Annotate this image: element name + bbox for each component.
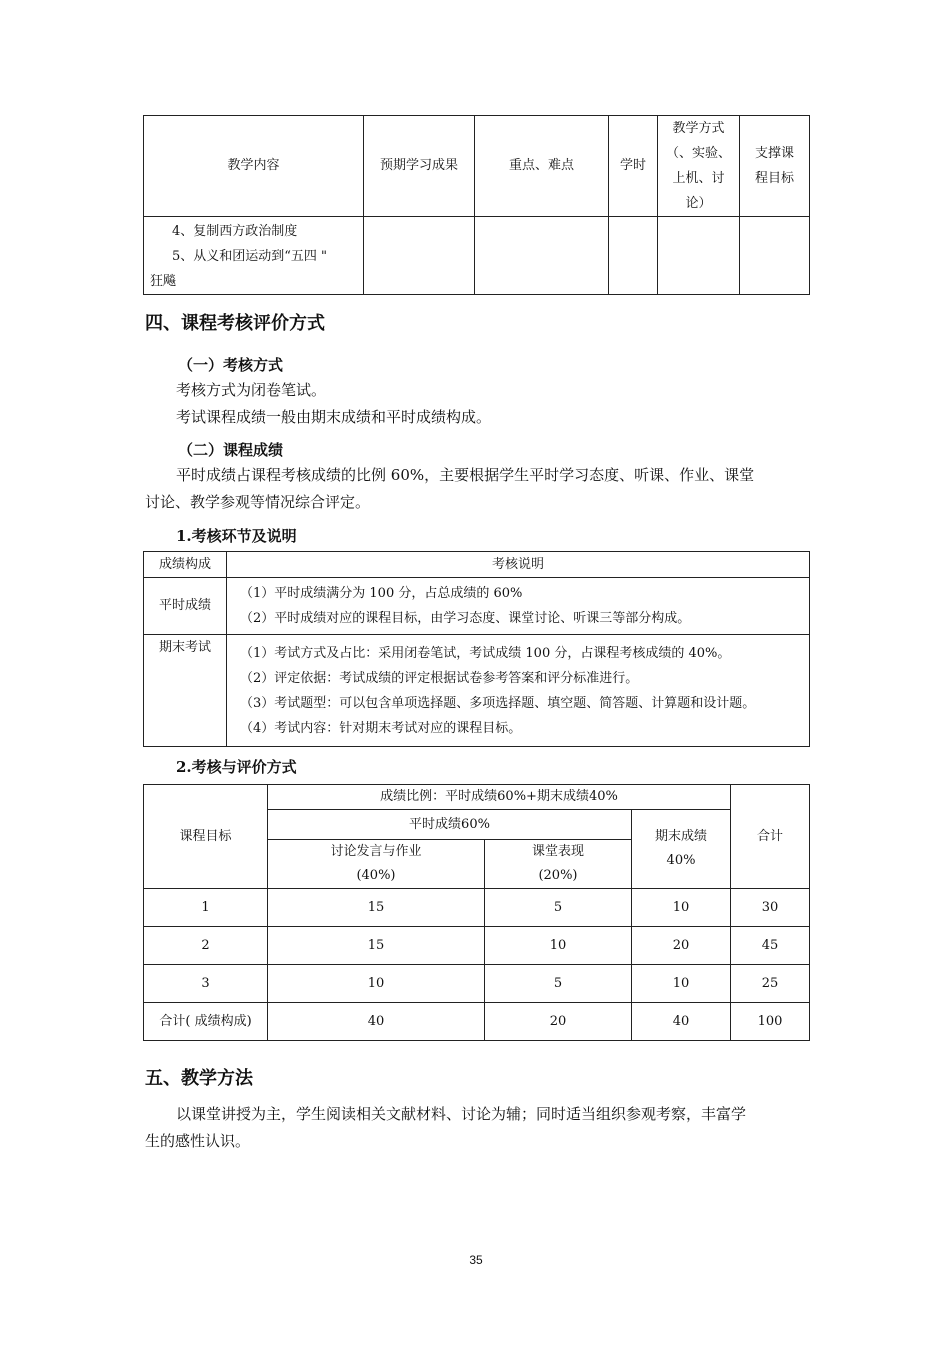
desc-line: （1）考试方式及占比：采用闭卷笔试，考试成绩 100 分，占课程考核成绩的 40%。 xyxy=(240,645,731,661)
score-table xyxy=(143,784,810,1041)
discussion-pct: (40%) xyxy=(356,868,396,883)
header-hours: 学时 xyxy=(609,116,658,217)
sub1-paragraph-1: 考核方式为闭卷笔试。 xyxy=(176,381,327,399)
section5-title: 五、教学方法 xyxy=(145,1068,253,1089)
header-total: 合计 xyxy=(731,785,810,889)
table-header-row xyxy=(144,785,810,810)
cell-goal: 2 xyxy=(144,927,268,965)
assessment-table xyxy=(143,551,810,747)
cell-discussion: 15 xyxy=(268,927,485,965)
discussion-label: 讨论发言与作业 xyxy=(330,844,422,859)
table-row xyxy=(144,889,810,927)
cell-total: 30 xyxy=(731,889,810,927)
row-description xyxy=(227,635,810,747)
section4-title: 四、课程考核评价方式 xyxy=(145,313,325,334)
cell-discussion: 10 xyxy=(268,965,485,1003)
header-teaching-content: 教学内容 xyxy=(144,116,364,217)
header-usual-grade: 平时成绩60% xyxy=(268,810,632,840)
content-line: 狂飚 xyxy=(150,274,177,289)
cell-final: 20 xyxy=(632,927,731,965)
section5-paragraph-line2: 生的感性认识。 xyxy=(145,1132,251,1150)
row-label: 平时成绩 xyxy=(144,578,227,635)
header-final-grade xyxy=(632,810,731,889)
content-line: 4、复制西方政治制度 xyxy=(172,224,298,239)
header-support-line: 支撑课 xyxy=(754,146,794,161)
table-header-row xyxy=(144,116,810,217)
content-line: 5、从义和团运动到“五四 " xyxy=(172,249,328,264)
sub1-paragraph-2: 考试课程成绩一般由期末成绩和平时成绩构成。 xyxy=(176,408,492,426)
cell-class: 20 xyxy=(485,1003,632,1041)
cell-goal: 合计( 成绩构成) xyxy=(144,1003,268,1041)
header-support-line: 程目标 xyxy=(754,171,794,186)
cell-total: 25 xyxy=(731,965,810,1003)
header-method-line: 教学方式 xyxy=(672,121,725,136)
header-grade-composition: 成绩构成 xyxy=(144,552,227,578)
header-key-points: 重点、难点 xyxy=(475,116,609,217)
section5-paragraph-line1: 以课堂讲授为主，学生阅读相关文献材料、讨论为辅；同时适当组织参观考察，丰富学 xyxy=(176,1105,747,1123)
cell-goal: 3 xyxy=(144,965,268,1003)
row-description xyxy=(227,578,810,635)
row-label: 期末考试 xyxy=(144,635,227,747)
item2-title: 2.考核与评价方式 xyxy=(176,758,297,776)
class-label: 课堂表现 xyxy=(531,844,584,859)
page-number: 35 xyxy=(469,1253,483,1267)
cell-discussion: 40 xyxy=(268,1003,485,1041)
empty-cell xyxy=(609,217,658,295)
header-assessment-desc: 考核说明 xyxy=(227,552,810,578)
teaching-content-table xyxy=(143,115,810,295)
cell-final: 10 xyxy=(632,889,731,927)
sub2-paragraph-line2: 讨论、教学参观等情况综合评定。 xyxy=(145,493,371,511)
table-row xyxy=(144,578,810,635)
desc-line: （2）评定依据：考试成绩的评定根据试卷参考答案和评分标准进行。 xyxy=(240,670,639,686)
table-row xyxy=(144,965,810,1003)
desc-line: （1）平时成绩满分为 100 分，占总成绩的 60% xyxy=(240,586,523,601)
table-row xyxy=(144,927,810,965)
table-row xyxy=(144,1003,810,1041)
cell-total: 45 xyxy=(731,927,810,965)
header-method-line: 论） xyxy=(685,196,712,211)
empty-cell xyxy=(740,217,810,295)
header-teaching-method xyxy=(658,116,740,217)
cell-total: 100 xyxy=(731,1003,810,1041)
cell-final: 40 xyxy=(632,1003,731,1041)
cell-final: 10 xyxy=(632,965,731,1003)
empty-cell xyxy=(475,217,609,295)
class-pct: (20%) xyxy=(538,868,578,883)
header-method-line: （、实验、 xyxy=(665,146,731,161)
empty-cell xyxy=(364,217,475,295)
header-grade-ratio: 成绩比例：平时成绩60%+期末成绩40% xyxy=(268,785,731,810)
header-expected-outcome: 预期学习成果 xyxy=(364,116,475,217)
cell-goal: 1 xyxy=(144,889,268,927)
header-support-goal xyxy=(740,116,810,217)
desc-line: （2）平时成绩对应的课程目标，由学习态度、课堂讨论、听课三等部分构成。 xyxy=(240,611,691,626)
final-header-label: 期末成绩 xyxy=(654,829,707,844)
empty-cell xyxy=(658,217,740,295)
desc-line: （3）考试题型：可以包含单项选择题、多项选择题、填空题、简答题、计算题和设计题。 xyxy=(240,695,756,711)
cell-class: 5 xyxy=(485,889,632,927)
desc-line: （4）考试内容：针对期末考试对应的课程目标。 xyxy=(240,720,522,736)
cell-class: 10 xyxy=(485,927,632,965)
final-header-pct: 40% xyxy=(666,853,696,868)
item1-title: 1.考核环节及说明 xyxy=(176,527,297,545)
sub1-title: （一）考核方式 xyxy=(178,356,284,374)
sub2-title: （二）课程成绩 xyxy=(178,441,284,459)
header-class-performance xyxy=(485,840,632,889)
table-row xyxy=(144,635,810,747)
content-cell xyxy=(144,217,364,295)
sub2-paragraph-line1: 平时成绩占课程考核成绩的比例 60%，主要根据学生平时学习态度、听课、作业、课堂 xyxy=(176,466,755,484)
header-method-line: 上机、讨 xyxy=(672,171,725,186)
header-course-goal: 课程目标 xyxy=(144,785,268,889)
cell-discussion: 15 xyxy=(268,889,485,927)
cell-class: 5 xyxy=(485,965,632,1003)
header-discussion xyxy=(268,840,485,889)
table-header-row xyxy=(144,552,810,578)
table-row xyxy=(144,217,810,295)
